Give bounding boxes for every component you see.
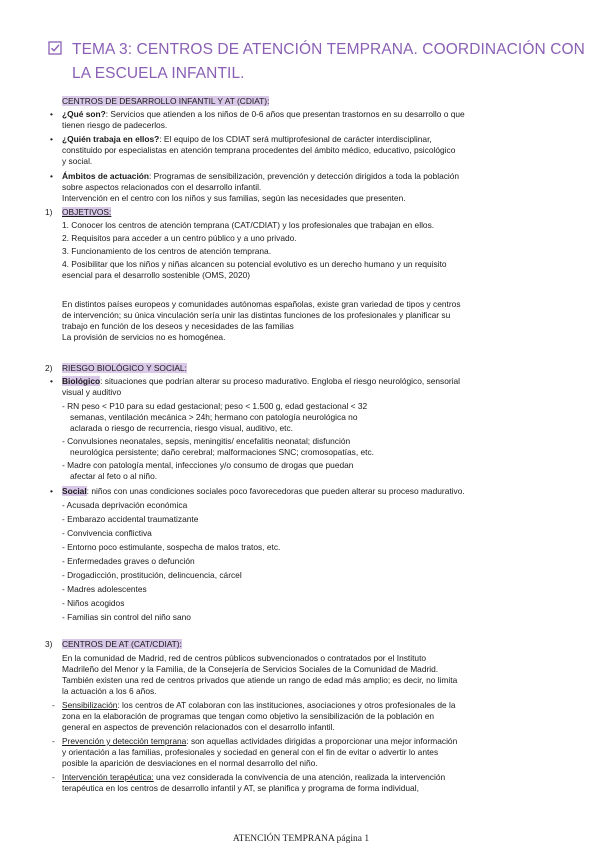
- section-heading: OBJETIVOS:: [62, 207, 112, 217]
- page-title: TEMA 3: CENTROS DE ATENCIÓN TEMPRANA. COORDINACIÓN CON LA ESCUELA INFANTIL.: [72, 41, 585, 82]
- text-line: terapéutica en los centros de desarrollo infantil y AT, se planifica y programa de forma individual,: [62, 783, 419, 793]
- text-line: y orientación a las familias, profesionales y sociedad en general con el fin de evitar o advertir lo antes: [62, 747, 439, 757]
- text-line: visual y auditivo: [62, 387, 122, 397]
- list-item: - Niños acogidos: [62, 598, 125, 608]
- text-line: y social.: [62, 156, 93, 166]
- list-item: - Drogadicción, prostitución, delincuencia, cárcel: [62, 570, 242, 580]
- list-item: - Embarazo accidental traumatizante: [62, 514, 199, 524]
- page-footer: ATENCIÓN TEMPRANA página 1: [232, 834, 370, 844]
- objective-item: 4. Posibilitar que los niños y niñas alcancen su potencial evolutivo es un derecho humano y un requisito: [62, 259, 447, 269]
- section-number: 1): [45, 207, 53, 217]
- bullet-biologico: • Biológico: situaciones que podrían alterar su proceso madurativo. Engloba el riesgo neurológico, sensorial: [50, 376, 461, 386]
- section-heading: CENTROS DE DESARROLLO INFANTIL Y AT (CDIAT):: [62, 96, 270, 106]
- list-item: aclarada o riesgo de recurrencia, riesgo visual, auditivo, etc.: [70, 423, 293, 433]
- objective-item: 2. Requisitos para acceder a un centro público y a uno privado.: [62, 233, 297, 243]
- text-line: En la comunidad de Madrid, red de centros públicos subvencionados o contratados por el Instituto: [62, 653, 427, 663]
- text-line: trabajo en función de los deseos y necesidades de las familias: [62, 321, 294, 331]
- list-item: - Convulsiones neonatales, sepsis, meningitis/ encefalitis neonatal; disfunción: [62, 436, 351, 446]
- list-item: - Enfermedades graves o defunción: [62, 556, 195, 566]
- list-item: - RN peso < P10 para su edad gestacional; peso < 1.500 g, edad gestacional < 32: [62, 401, 368, 411]
- bullet-social: • Social: niños con unas condiciones sociales poco favorecedoras que pueden alterar su proceso madurativo.: [50, 486, 465, 496]
- list-item: afectar al feto o al niño.: [70, 471, 158, 481]
- section-heading: RIESGO BIOLÓGICO Y SOCIAL:: [62, 363, 187, 373]
- list-item: - Madre con patología mental, infecciones y/o consumo de drogas que puedan: [62, 460, 354, 470]
- text-line: Madrileño del Menor y la Familia, de la Consejería de Servicios Sociales de la Comunidad de Madrid.: [62, 664, 439, 674]
- text-line: general en aspectos de prevención relacionados con el desarrollo infantil.: [62, 722, 335, 732]
- section-number: 2): [45, 363, 53, 373]
- list-item: - Convivencia conflictiva: [62, 528, 152, 538]
- dash-item-intervencion: - Intervención terapéutica: una vez considerada la convivencia de una atención, realizada la intervención: [52, 772, 446, 782]
- section-number: 3): [45, 639, 53, 649]
- text-line: sobre aspectos relacionados con el desarrollo infantil.: [62, 182, 262, 192]
- list-item: neurológica persistente; daño cerebral; malformaciones SNC; cromosopatías, etc.: [70, 447, 374, 457]
- text-line: zona en la elaboración de programas que tengan como objetivo la sensibilización de la población en: [62, 711, 435, 721]
- dash-item-prevencion: - Prevención y detección temprana: son aquellas actividades dirigidas a proporcionar una mejor información: [52, 736, 458, 746]
- list-item: semanas, ventilación mecánica > 24h; hermano con patología neurológica no: [70, 412, 358, 422]
- objective-item: 1. Conocer los centros de atención temprana (CAT/CDIAT) y los profesionales que trabajan en ellos.: [62, 220, 435, 230]
- text-line: la actuación a los 6 años.: [62, 686, 157, 696]
- list-item: - Madres adolescentes: [62, 584, 147, 594]
- text-line: También existen una red de centros privados que atiende un rango de edad más amplio; es decir, no limita: [62, 675, 458, 685]
- list-item: - Acusada deprivación económica: [62, 500, 188, 510]
- bullet-ambitos: • Ámbitos de actuación: Programas de sensibilización, prevención y detección dirigidos a toda la población: [50, 171, 460, 181]
- text-line: La provisión de servicios no es homogénea.: [62, 332, 226, 342]
- list-item: - Entorno poco estimulante, sospecha de malos tratos, etc.: [62, 542, 281, 552]
- dash-item-sensibilizacion: - Sensibilización: los centros de AT colaboran con las instituciones, asociaciones y otros profesionales de la: [52, 700, 456, 710]
- objective-item: 3. Funcionamiento de los centros de atención temprana.: [62, 246, 272, 256]
- bullet-que-son: • ¿Qué son?: Servicios que atienden a los niños de 0-6 años que presentan trastornos en su desarrollo o que: [50, 109, 465, 119]
- objective-item: esencial para el desarrollo sostenible (OMS, 2020): [62, 270, 251, 280]
- text-line: En distintos países europeos y comunidades autónomas españolas, existe gran variedad de tipos y centros: [62, 299, 461, 309]
- text-line: posible la aparición de desviaciones en el normal desarrollo del niño.: [62, 758, 318, 768]
- list-item: - Familias sin control del niño sano: [62, 612, 191, 622]
- text-line: tienen riesgo de padecerlos.: [62, 120, 168, 130]
- text-line: Intervención en el centro con los niños y sus familias, según las necesidades que presenten.: [62, 193, 406, 203]
- bullet-quien-trabaja: • ¿Quién trabaja en ellos?: El equipo de los CDIAT será multiprofesional de carácter interdisciplinar,: [50, 134, 432, 144]
- text-line: de intervención; su única vinculación sería unir las distintas funciones de los profesionales y planificar su: [62, 310, 451, 320]
- section-heading: CENTROS DE AT (CAT/CDIAT):: [62, 639, 182, 649]
- text-line: constituido por especialistas en atención temprana procedentes del ámbito médico, educativo, psicológico: [62, 145, 456, 155]
